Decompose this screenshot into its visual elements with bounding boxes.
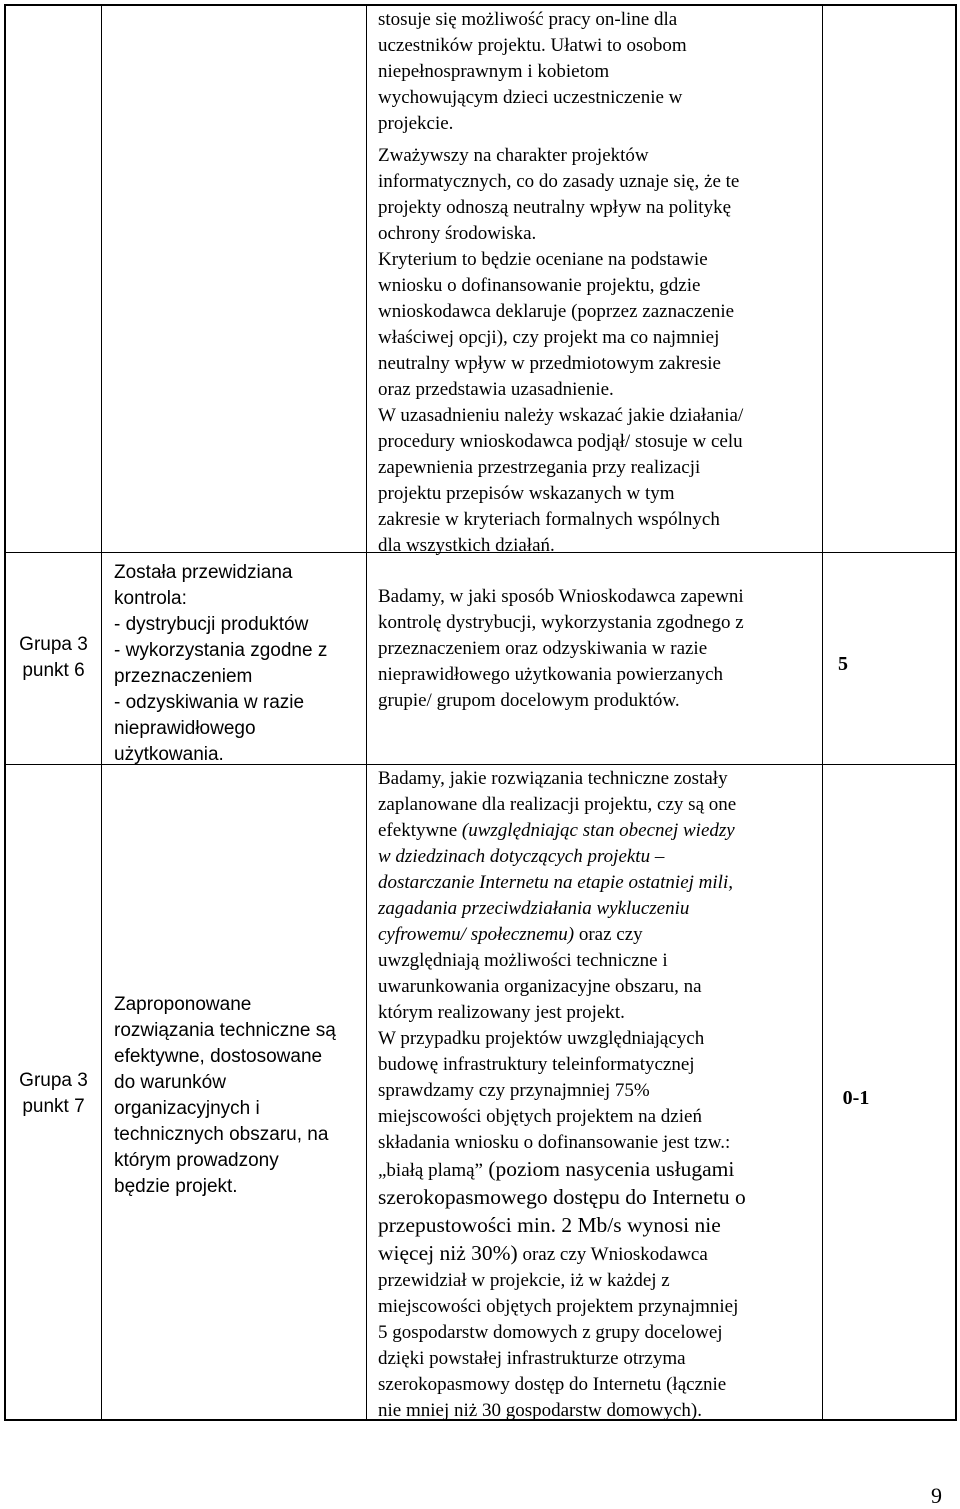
continued-text: stosuje się możliwość pracy on-line dla uczestników projektu. Ułatwi to osobom niepełnosprawnym i kobietom wychowującym dzieci uczestniczenie w projekcie. [378, 9, 687, 134]
page-number: 9 [931, 1483, 942, 1508]
description-large-part: (poziom nasycenia usługami szerokopasmowego dostępu do Internetu o przepustowości min. 2 Mb/s wynosi nie więcej niż 30%) [378, 1157, 746, 1265]
description-part: W przypadku projektów uwzględniających budowę infrastruktury teleinformatycznej sprawdzamy czy przynajmniej 75% miejscowości objętych projektem na dzień składania wniosku o dofinansowanie jest tzw.: [378, 1028, 731, 1153]
environment-text: Zważywszy na charakter projektów informatycznych, co do zasady uznaje się, że te projekty odnoszą neutralny wpływ na politykę ochrony środowiska. Kryterium to będzie oceniane na podstawie wniosku o dofinansowanie projektu, gdzie wnioskodawca deklaruje (poprzez zaznaczenie właściwej opcji), czy projekt ma co najmniej neutralny wpływ w przedmiotowym zakresie oraz przedstawia uzasadnienie. W uzasadnieniu należy wskazać jakie działania/ procedury wnioskodawca podjął/ stosuje w celu zapewnienia przestrzegania przy realizacji projektu przepisów wskazanych w tym zakresie w kryteriach formalnych wspólnych dla wszystkich działań. [378, 145, 744, 556]
description-part: oraz czy Wnioskodawca przewidział w projekcie, iż w każdej z miejscowości objętych projektem przynajmniej 5 gospodarstw domowych z grupy docelowej dzięki powstałej infrastrukturze otrzyma szerokopasmowy dostęp do Internetu (łącznie nie mniej niż 30 gospodarstw domowych). [378, 1244, 739, 1421]
table-border-right [955, 4, 957, 1421]
table-border-left [4, 4, 6, 1421]
description-part: Badamy, jakie rozwiązania techniczne zostały zaplanowane dla realizacji projektu, czy są one efektywne [378, 768, 737, 841]
description-italic-part: (uwzględniając stan obecnej wiedzy w dziedzinach dotyczących projektu – dostarczanie Internetu na etapie ostatniej mili, zagadania przeciwdziałania wykluczeniu cyfrowemu/ społecznemu) [378, 820, 735, 945]
description-text [378, 766, 820, 1424]
description-part: „białą plamą” [378, 1160, 483, 1181]
criterion-text: Została przewidziana kontrola: - dystrybucji produktów - wykorzystania zgodne z przeznaczeniem - odzyskiwania w razie nieprawidłowego użytkowania. [114, 562, 328, 765]
column-divider [101, 4, 102, 1421]
column-divider [822, 4, 823, 1421]
table-border-top [4, 4, 957, 6]
column-divider [366, 4, 367, 1421]
group-label: Grupa 3 punkt 6 [19, 634, 88, 681]
criterion-text: Zaproponowane rozwiązania techniczne są efektywne, dostosowane do warunków organizacyjnych i technicznych obszaru, na którym prowadzony będzie projekt. [114, 994, 336, 1197]
score-value: 0-1 [842, 1087, 870, 1109]
group-label: Grupa 3 punkt 7 [19, 1070, 88, 1117]
description-part: oraz czy uwzględniają możliwości techniczne i uwarunkowania organizacyjne obszaru, na którym realizowany jest projekt. [378, 924, 702, 1023]
score-value: 5 [838, 653, 848, 675]
criteria-table [4, 4, 957, 1421]
description-text: Badamy, w jaki sposób Wnioskodawca zapewni kontrolę dystrybucji, wykorzystania zgodnego z przeznaczeniem oraz odzyskiwania w razie nieprawidłowego użytkowania powierzanych grupie/ grupom docelowym produktów. [378, 586, 744, 711]
